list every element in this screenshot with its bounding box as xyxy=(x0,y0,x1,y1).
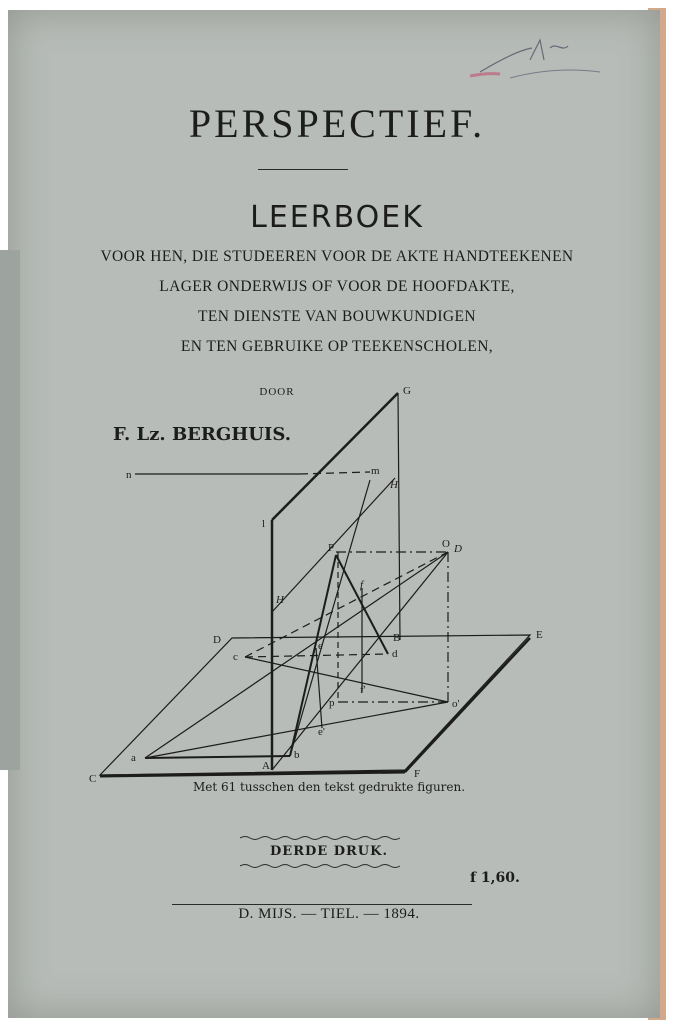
label-f: f xyxy=(360,579,364,591)
label-H-left: H xyxy=(276,594,284,606)
edition-label: DERDE DRUK. xyxy=(270,844,388,859)
picture-plane-right xyxy=(398,393,400,640)
label-B: B xyxy=(393,632,401,644)
line-b-m xyxy=(290,480,370,756)
label-D-eye: D xyxy=(454,543,462,555)
ray-c-o xyxy=(245,657,448,702)
label-m: m xyxy=(371,465,380,477)
description-line-3: TEN DIENSTE VAN BOUWKUNDIGEN xyxy=(198,308,476,325)
description-line-4: EN TEN GEBRUIKE OP TEEKENSCHOLEN, xyxy=(180,338,494,355)
label-G: G xyxy=(403,385,411,397)
label-O: O xyxy=(442,538,450,550)
price-label: f 1,60. xyxy=(470,870,520,886)
description-line-2: LAGER ONDERWIJS OF VOOR DE HOOFDAKTE, xyxy=(159,278,515,295)
label-F: F xyxy=(414,768,421,780)
label-n: n xyxy=(126,469,132,481)
label-e-prime: e' xyxy=(318,726,325,738)
label-l: l xyxy=(262,518,266,530)
segment-a-b xyxy=(145,756,290,758)
label-p: p xyxy=(329,697,335,709)
label-D: D xyxy=(213,634,221,646)
publisher-imprint: D. MIJS. — TIEL. — 1894. xyxy=(238,906,420,922)
ground-plane-edge-right xyxy=(405,638,530,772)
imprint-rule xyxy=(172,904,472,905)
label-f-prime: f' xyxy=(360,684,366,696)
figure-caption: Met 61 tusschen den tekst gedrukte figuren. xyxy=(192,780,466,794)
book-subtitle: LEERBOEK xyxy=(250,200,424,235)
description-line-1: VOOR HEN, DIE STUDEEREN VOOR DE AKTE HANDTEEKENEN xyxy=(100,248,574,265)
label-o-prime: o' xyxy=(452,698,460,710)
label-H-top: H xyxy=(390,479,398,491)
label-C: C xyxy=(89,773,97,785)
label-d: d xyxy=(392,648,398,660)
label-A: A xyxy=(262,760,270,772)
label-E: E xyxy=(536,629,543,641)
label-b: b xyxy=(294,749,300,761)
author-name: F. Lz. BERGHUIS. xyxy=(113,424,291,445)
label-c: c xyxy=(233,651,238,663)
by-label: DOOR xyxy=(259,386,295,398)
ground-plane-edge xyxy=(100,772,405,776)
e-vertical xyxy=(316,648,322,728)
label-e: e xyxy=(318,640,323,652)
picture-plane-top xyxy=(272,393,398,520)
label-a: a xyxy=(131,752,136,764)
book-title: PERSPECTIEF. xyxy=(188,101,486,146)
horizon-line-m xyxy=(300,472,370,474)
label-P: P xyxy=(328,542,335,554)
